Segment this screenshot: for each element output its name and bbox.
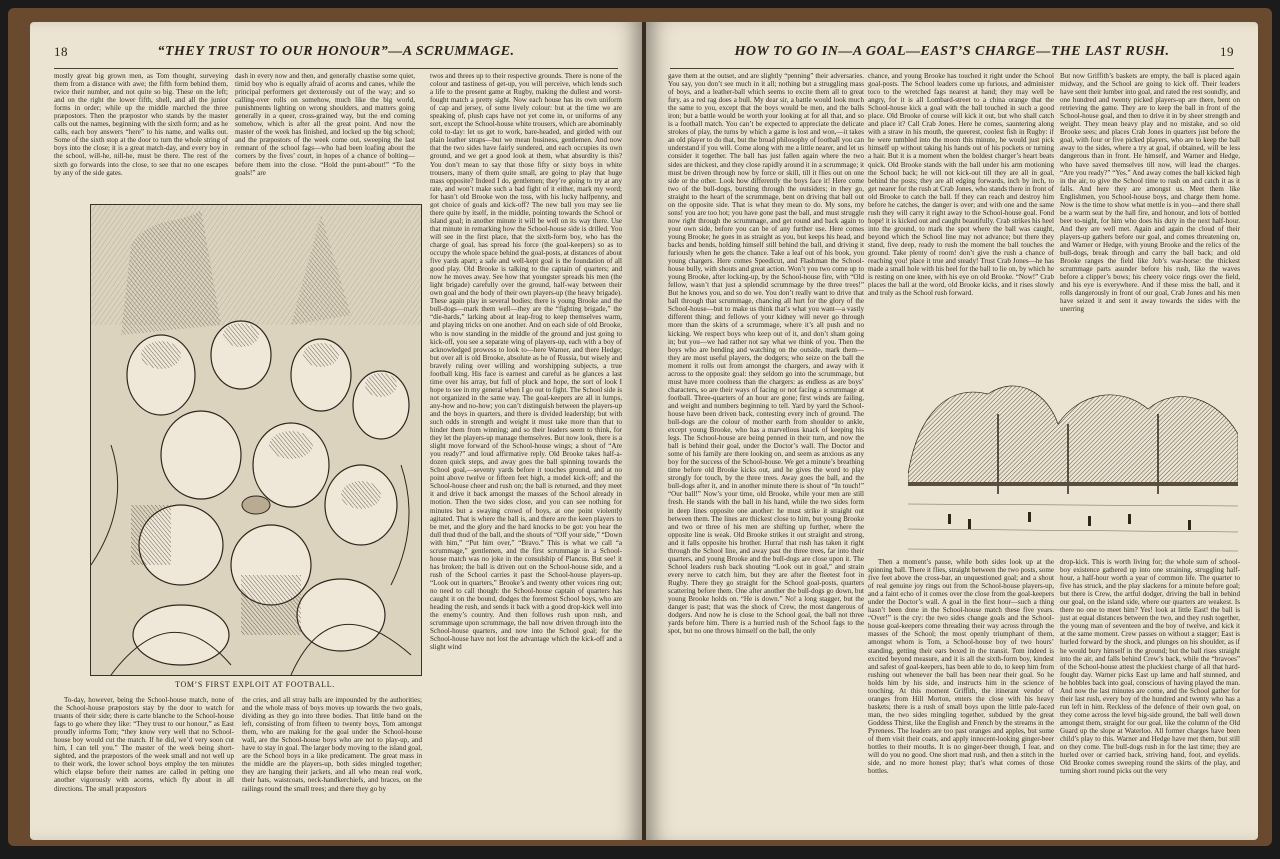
paragraph: gave them at the outset, and are slightly “penning” their adversaries. You say, you don’t see much in it all; nothing but a struggling mass of boys, and a leather-ball which seems to excite them all to great fury, as a red rag does a bull. My dear sir, a battle would look much the same to you, except that the boys would be men, and the balls iron; but a battle would be worth your looking at for all that, and so is a football match. You can’t be expected to appreciate the delicate strokes of play, the turns by which a game is lost and won,—it takes an old player to do that, but the broad philosophy of football you can understand if you will. Come along with me a little nearer, and let us consider it together. The ball has just fallen again where the two sides are thickest, and they close rapidly around it in a scrummage; it must be driven through now by force or skill, till it flies out on one side or the other. Look how differently the boys face it! Here come two of the bull-dogs, bursting through the outsiders; in they go, straight to the heart of the scrummage, bent on driving that ball out on the opposite side. That is what they mean to do. My sons, my sons! you are too hot; you have gone past the ball, and must struggle now right through the scrummage, and get round and back again to your own side, before you can be of any further use. Here comes young Brooke; he goes in as straight as you, but keeps his head, and backs and bends, holding himself still behind the ball, and driving it furiously when he gets the chance. Take a leaf out of his book, you young chargers. Here comes Speedicut, and Flashman the School-house bully, with shouts and great action. Won’t you two come up to young Brooke, after locking-up, by the School-house fire, with “Old fellow, wasn’t that just a splendid scrummage by the three trees!” But he knows you, and so do we. You don’t really want to drive that ball through that scrummage, chancing all hurt for the glory of the School-house—but to make us think that’s what you want—a vastly different thing; and fellows of your kidney will never go through more than the skirts of a scrummage, where it’s all push and no kicking. We respect boys who keep out of it, and don’t sham going in; but you—we had rather not say what we think of you. Then the boys who are bending and watching on the outside, mark them—they are most useful players, the dodgers; who seize on the ball the moment it rolls out from amongst the chargers, and away with it across to the opposite goal: they seldom go into the scrummage, but must have more coolness than the chargers: as endless as are boys’ characters, so are their ways of facing or not facing a scrummage at football. Three-quarters of an hour are gone; first winds are failing, and weight and numbers beginning to tell. Yard by yard the School-house have been driven back, contesting every inch of ground. The bull-dogs are the colour of mother earth from shoulder to ankle, except young Brooke, who has a marvellous knack of keeping his legs. The School-house are being penned in their turn, and now the ball is behind their goal, under the Doctor’s wall. The Doctor and some of his family are there looking on, and seem as anxious as any boy for the success of the School-house. We get a minute’s breathing time before old Brooke kicks out, and he gives the word to play strongly for touch, by the three trees. Away goes the ball, and the bull-dogs after it, and in another minute there is shout of “In touch!” “Our ball!” Now’s your time, old Brooke, while your men are still fresh. He stands with the ball in his hand, while the two sides form in deep lines opposite one another: he must strike it straight out between them. The lines are thickest close to him, but young Brooke and two or three of his men are shifting up further, where the opposite line is weak. Old Brooke strikes it out straight and strong, and it falls opposite his brother. Hurra! that rush has taken it right through the School line, and away past the three trees, far into their quarters, and young Brooke and the bull-dogs are close upon it. The School leaders rush back shouting “Look out in goal,” and strain every nerve to catch him, but they are after the fleetest foot in Rugby. There they go straight for the School goal-posts, quarters scattering before them. One after another the bull-dogs go down, but young Brooke holds on. “He is down.” No! a long stagger, but the danger is past; that was the shock of Crew, the most dangerous of dodgers. And now he is close to the School goal, the ball not three yards before him. There is a hurried rush of the School fags to the spot, but no one throws himself on the ball, the only (668, 72, 864, 636)
landscape-engraving (908, 354, 1238, 554)
right-col3-top (1060, 72, 1240, 350)
paragraph: Then a moment’s pause, while both sides look up at the spinning ball. There it flies, straight between the two posts, some five feet above the cross-bar, an unquestioned goal; and a shout of real genuine joy rings out from the School-house players-up, and a faint echo of it comes over the close from the goal-keepers under the Doctor’s wall. A goal in the first hour—such a thing hasn’t been done in the School-house match these five years. “Over!” is the cry: the two sides change goals and the School-house goal-keepers come threading their way across through the masses of the School; the most openly triumphant of them, amongst whom is Tom, a School-house boy of two hours’ standing, getting their ears boxed in the transit. Tom indeed is excited beyond measure, and it is all the sixth-form boy, kindest and safest of goal-keepers, has been able to do, to keep him from rushing out whenever the ball has been near their goal. So he holds him by his side, and instructs him in the science of touching. At this moment Griffith, the itinerant vendor of oranges from Hill Morton, enters the close with his heavy baskets; there is a rush of small boys upon the little pale-faced man, the two sides mingling together, subdued by the great Goddess Thirst, like the English and French by the streams in the Pyrenees. The leaders are too past oranges and apples, but some of them visit their coats, and apply innocent-looking ginger-beer bottles to their mouths. It is no ginger-beer though, I fear, and will do you no good. One short mad rush, and then a stitch in the side, and no more honest play; that’s what comes of those bottles. (868, 558, 1054, 776)
paragraph: twos and threes up to their respective grounds. There is none of the colour and tastiness of get-up, you will perceive, which lends such a life to the present game at Rugby, making the dullest and worst-fought match a pretty sight. Now each house has its own uniform of cap and jersey, of some lively colour: but at the time we are speaking of, plush caps have not yet come in, or uniforms of any sort, except the School-house white trousers, which are abominably cold to-day: let us get to work, bare-headed, and girded with our plain leather straps—but we mean business, gentlemen. And now that the two sides have fairly sundered, and each occupies its own ground, and we get a good look at them, what absurdity is this? You don’t mean to say that those fifty or sixty boys in white trousers, many of them quite small, are going to play that huge mass opposite? Indeed I do, gentlemen; they’re going to try at any rate, and won’t make such a bad fight of it either, mark my word; for hasn’t old Brooke won the toss, with his lucky halfpenny, and got choice of goals and kick-off? The new ball you may see lie there quite by itself, in the middle, pointing towards the School or island goal; in another minute it will be well on its way there. Use that minute in remarking how the School-house side is drilled. You will see in the first place, that the sixth-form boy, who has the charge of goal, has spread his force (the goal-keepers) so as to occupy the whole space behind the goal-posts, at distances of about five yards apart; a safe and well-kept goal is the foundation of all good play. Old Brooke is talking to the captain of quarters; and now he moves away. See how that youngster spreads his men (the light brigade) carefully over the ground, half-way between their own goal and the body of their own players-up (the heavy brigade). These again play in several bodies; there is young Brooke and the bull-dogs—mark them well—they are the “fighting brigade,” the “die-hards,” larking about at leap-frog to keep themselves warm, and playing tricks on one another. And on each side of old Brooke, who is now standing in the middle of the ground and just going to kick-off, you see a separate wing of players-up, each with a boy of acknowledged prowess to look to—here Warner, and there Hedge; but over all is old Brooke, absolute as he of Russia, but wisely and bravely ruling over willing and worshipping subjects, a true football king. His face is earnest and careful as he glances a last time over his array, but full of pluck and hope, the sort of look I hope to see in my general when I go out to fight. The School side is not organized in the same way. The goal-keepers are all in lumps, any-how and no-how; you can’t distinguish between the players-up and the boys in quarters, and there is divided leadership; but with such odds in strength and weight it must take more than that to hinder them from winning; and so their leaders seem to think, for they let the players-up manage themselves. But now look, there is a slight move forward of the School-house wings; a shout of “Are you ready?” and loud affirmative reply. Old Brooke takes half-a-dozen quick steps, and away goes the ball spinning towards the School goal,—seventy yards before it touches ground, and at no point above twelve or fifteen feet high, a model kick-off; and the School-house cheer and rush on; the ball is returned, and they meet it and drive it back amongst the masses of the School already in motion. Then the two sides close, and you can see nothing for minutes but a swaying crowd of boys, at one point violently agitated. That is where the ball is, and there are the keen players to be met, and the glory and the hard knocks to be got: you hear the dull thud thud of the ball, and the shouts of “Off your side,” “Down with him,” “Put him over,” “Bravo.” This is what we call “a scrummage,” gentlemen, and the first scrummage in a School-house match was no joke in the consulship of Plancus. But see! it has broken; the ball is driven out on the School-house side, and a rush of the School carries it past the School-house players-up. “Look out in quarters,” Brooke’s and twenty other voices ring out; no need to call though: the School-house captain of quarters has caught it on the bound, dodges the foremost School boys, who are heading the rush, and sends it back with a good drop-kick well into the enemy’s country. And then follows rush upon rush, and scrummage upon scrummage, the ball now driven through into the School-house quarters, and now into the School goal; for the School-house have not lost the advantage which the kick-off and a slight wind (430, 72, 622, 652)
paragraph: the cries, and all stray balls are impounded by the authorities; and the whole mass of boys moves up towards the two goals, dividing as they go into three bodies. That little band on the left, consisting of from fifteen to twenty boys, Tom amongst them, who are making for the goal under the School-house wall, are the School-house boys who are not to play-up, and have to stay in goal. The larger body moving to the island goal, are the School boys in a like predicament. The great mass in the middle are the players-up, both sides mingled together; they are hanging their jackets, and all who mean real work, their hats, waistcoats, neck-handkerchiefs, and braces, on the railings round the small trees; and there they go by (242, 696, 422, 793)
illustration-caption: TOM’S FIRST EXPLOIT AT FOOTBALL. (175, 680, 335, 689)
left-running-head: “THEY TRUST TO OUR HONOUR”—A SCRUMMAGE. (157, 44, 515, 59)
right-col2-bottom (868, 558, 1054, 840)
right-running-head: HOW TO GO IN—A GOAL—EAST’S CHARGE—THE LAST RUSH. (734, 44, 1170, 59)
left-col3 (430, 72, 622, 840)
right-col3-bottom (1060, 558, 1240, 840)
paragraph: drop-kick. This is worth living for; the whole sum of school-boy existence gathered up into one straining, struggling half-hour, a half-hour worth a year of common life. The quarter to five has struck, and the play slackens for a minute before goal; but there is Crew, the artful dodger, driving the ball in behind our goal, on the island side, where our quarters are weakest. Is there no one to meet him? Yes! look at little East! the ball is just at equal distances between the two, and they rush together, the young man of seventeen and the boy of twelve, and kick it at the same moment. Crew passes on without a stagger; East is hurled forward by the shock, and plunges on his shoulder, as if he would bury himself in the ground; but the ball rises straight into the air, and falls behind Crew’s back, while the “bravoes” of the School-house attest the pluckiest charge of all that hard-fought day. Warner picks East up lame and half stunned, and he hobbles back into goal, conscious of having played the man. And now the last minutes are come, and the School gather for their last rush, every boy of the hundred and twenty who has a run left in him. Reckless of the defence of their own goal, on they come across the level big-side ground, the ball well down amongst them, straight for our goal, like the column of the Old Guard up the slope at Waterloo. All former charges have been child’s play to this. Warner and Hedge have met them, but still on they come. The bull-dogs rush in for the last time; they are hurled over or carried back, striving hand, foot, and eyelids. Old Brooke comes sweeping round the skirts of the play, and turning short round picks out the very (1060, 558, 1240, 776)
engraving-image (91, 205, 421, 675)
paragraph: mostly great big grown men, as Tom thought, surveying them from a distance with awe; the fifth form behind them, twice their number, and not quite so big. These on the left; and on the right the lower fifth, shell, and all the junior forms in order; while up the middle marched the three præpostors. Then the præpostor who stands by the master calls out the names, beginning with the sixth form; and as he calls, each boy answers “here” to his name, and walks out. Some of the sixth stop at the door to turn the whole string of boys into the close; it is a great match-day, and every boy in the school, will-he, nill-he, must be there. The rest of the sixth go forwards into the close, to see that no one escapes by any of the side gates. (54, 72, 228, 177)
football-scrum-illustration (90, 204, 422, 676)
right-page (646, 22, 1258, 840)
left-col2-top (235, 72, 415, 200)
left-col1-bottom (54, 696, 234, 836)
right-col1 (668, 72, 864, 840)
right-page-header (670, 44, 1234, 64)
right-col2-top (868, 72, 1054, 350)
left-header-rule (54, 68, 618, 69)
right-header-rule (670, 68, 1234, 69)
right-page-number: 19 (1220, 44, 1234, 59)
paragraph: chance, and young Brooke has touched it right under the School goal-posts. The School leaders come up furious, and administer toco to the wretched fags nearest at hand; they may well be angry, for it is all Lombard-street to a china orange that the School-house kick a goal with the ball touched in such a good place. Old Brooke of course will kick it out, but who shall catch and place it? Call Crab Jones. Here he comes, sauntering along with a straw in his mouth, the queerest, coolest fish in Rugby: if he were tumbled into the moon this minute, he would just pick himself up without taking his hands out of his pockets or turning a hair. But it is a moment when the boldest charger’s heart beats quick. Old Brooke stands with the ball under his arm motioning the School back; he will not kick-out till they are all in goal, behind the posts; they are all edging forwards, inch by inch, to get nearer for the rush at Crab Jones, who stands there in front of old Brooke to catch the ball. If they can reach and destroy him before he catches, the danger is over; and with one and the same rush they will carry it right away to the School-house goal. Fond hope! it is kicked out and caught beautifully. Crab strikes his heel into the ground, to mark the spot where the ball was caught, beyond which the School line may not advance; but there they stand, five deep, ready to rush the moment the ball touches the ground. Take plenty of room! don’t give the rush a chance of reaching you! place it true and steady! Trust Crab Jones—he has made a small hole with his heel for the ball to lie on, by which he is resting on one knee, with his eye on old Brooke. “Now!” Crab places the ball at the word, old Brooke kicks, and it rises slowly and truly as the School rush forward. (868, 72, 1054, 298)
left-page (30, 22, 642, 840)
left-col2-bottom (242, 696, 422, 836)
book (8, 8, 1272, 846)
left-col1-top (54, 72, 228, 200)
paragraph: dash in every now and then, and generally chastise some quiet, timid boy who is equally afraid of acorns and canes, while the principal performers get dexterously out of the way; and so calling-over rolls on somehow, much like the big world, punishments lighting on wrong shoulders, and matters going generally in a queer, cross-grained way, but the end coming somehow, which is after all the great point. And now the master of the week has finished, and locked up the big school; and the præpostors of the week come out, sweeping the last remnant of the school fags—who had been loafing about the corners by the fives’ court, in hopes of a chance of bolting—before them into the close. “Hold the punt-about!” “To the goals!” are (235, 72, 415, 177)
left-page-number: 18 (54, 44, 68, 59)
paragraph: To-day, however, being the School-house match, none of the School-house præpostors stay by the door to watch for truants of their side; there is carte blanche to the School-house fags to go where they like: “They trust to our honour,” as East proudly informs Tom; “they know very well that no School-house boy would cut the match. If he did, we’d very soon cut him, I can tell you.” The master of the week being short-sighted, and the præpostors of the week small and not well up to their work, the lower school boys employ the ten minutes which elapse before their names are called in pelting one another vigorously with acorns, which fly about in all directions. The small præpostors (54, 696, 234, 793)
school-close-illustration (908, 354, 1238, 554)
paragraph: But now Griffith’s baskets are empty, the ball is placed again midway, and the School are going to kick off. Their leaders have sent their lumber into goal, and rated the rest soundly, and one hundred and twenty picked players-up are there, bent on retrieving the game. They are to keep the ball in front of the School-house goal, and then to drive it in by sheer strength and weight. They mean heavy play and no mistake, and so old Brooke sees; and places Crab Jones in quarters just before the goal, with four or five picked players, who are to keep the ball away to the sides, where a try at goal, if obtained, will be less dangerous than in front. He himself, and Warner and Hedge, who have saved themselves till now, will lead the charges. “Are you ready?” “Yes.” And away comes the ball kicked high in the air, to give the School time to rush on and catch it as it falls. And here they are amongst us. Meet them like Englishmen, you School-house boys, and charge them home. Now is the time to show what mettle is in you—and there shall be a warm seat by the hall fire, and honour, and lots of bottled beer to-night, for him who does his duty in the next half-hour. And they are well met. Again and again the cloud of their players-up gathers before our goal, and comes threatening on, and Warner or Hedge, with young Brooke and the relics of the bull-dogs, break through and carry the ball back; and old Brooke ranges the field like Job’s war-horse: the thickest scrummage parts asunder before his rush, like the waves before a clipper’s bows; his cheery voice rings over the field, and his eye is everywhere. And if these miss the ball, and it rolls dangerously in front of our goal, Crab Jones and his men have seized it and sent it away towards the sides with the unerring (1060, 72, 1240, 314)
left-page-header (54, 44, 618, 64)
